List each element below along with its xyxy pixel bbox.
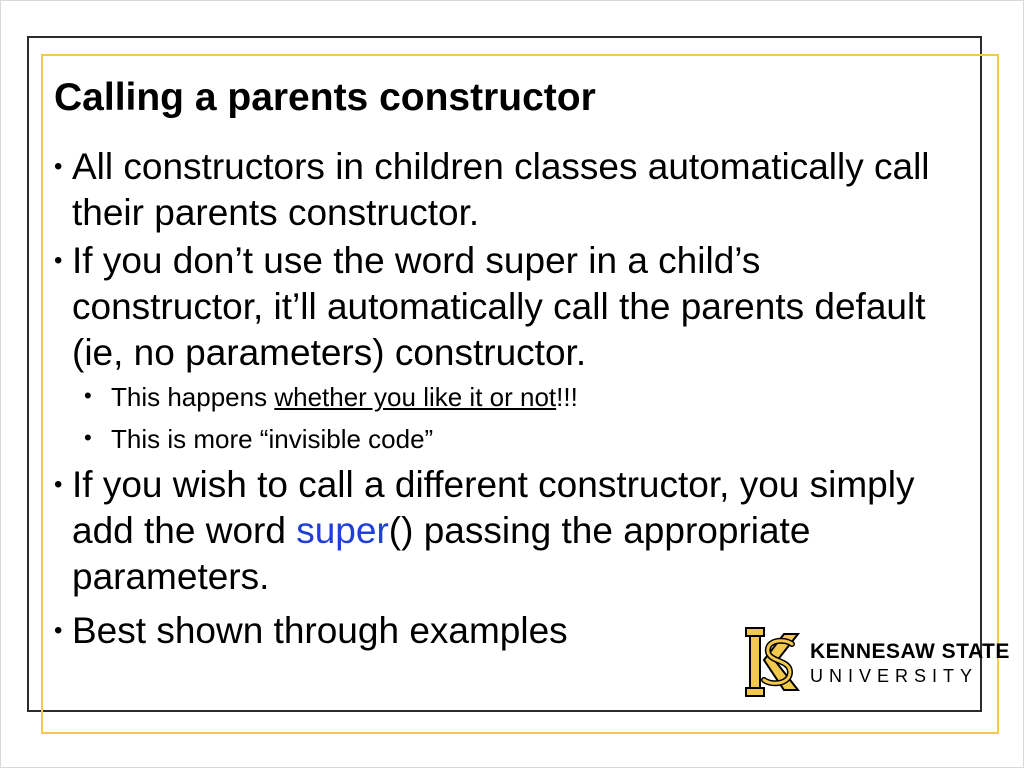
bullet-text-after: () passing the appropriate parameters. <box>72 510 811 597</box>
sub-bullet-text-prefix: This happens <box>111 382 275 412</box>
sub-bullet-item <box>54 420 954 458</box>
bullet-dot: • <box>54 471 63 498</box>
bullet-text: If you don’t use the word super in a child’s constructor, it’ll automatically call the parents default (ie, no parameters) constructor. <box>72 240 926 373</box>
bullet-text-before: If you wish to call a different constructor, you simply add the word <box>72 464 915 551</box>
bullet-text: Best shown through examples <box>72 610 568 651</box>
slide-content <box>54 144 954 656</box>
university-logo <box>744 626 1010 698</box>
logo-line-kennesaw-state: KENNESAW STATE <box>810 640 1010 663</box>
bullet-dot: • <box>54 617 63 644</box>
keyword-super: super <box>296 510 389 551</box>
sub-bullet-underlined-text: whether you like it or not <box>274 382 557 412</box>
sub-bullet-dot: • <box>84 383 92 408</box>
bullet-dot: • <box>54 153 63 180</box>
sub-bullet-dot: • <box>84 425 92 450</box>
bullet-item <box>54 144 954 236</box>
bullet-item <box>54 238 954 376</box>
ks-monogram-icon <box>744 626 802 698</box>
bullet-text: All constructors in children classes automatically call their parents constructor. <box>72 146 930 233</box>
slide-title: Calling a parents constructor <box>54 76 596 119</box>
sub-bullet-item <box>54 378 954 416</box>
bullet-dot: • <box>54 247 63 274</box>
sub-bullet-text-suffix: !!! <box>556 382 578 412</box>
logo-line-university: UNIVERSITY <box>810 666 979 686</box>
sub-bullet-text: This is more “invisible code” <box>111 424 434 454</box>
bullet-item <box>54 462 954 600</box>
